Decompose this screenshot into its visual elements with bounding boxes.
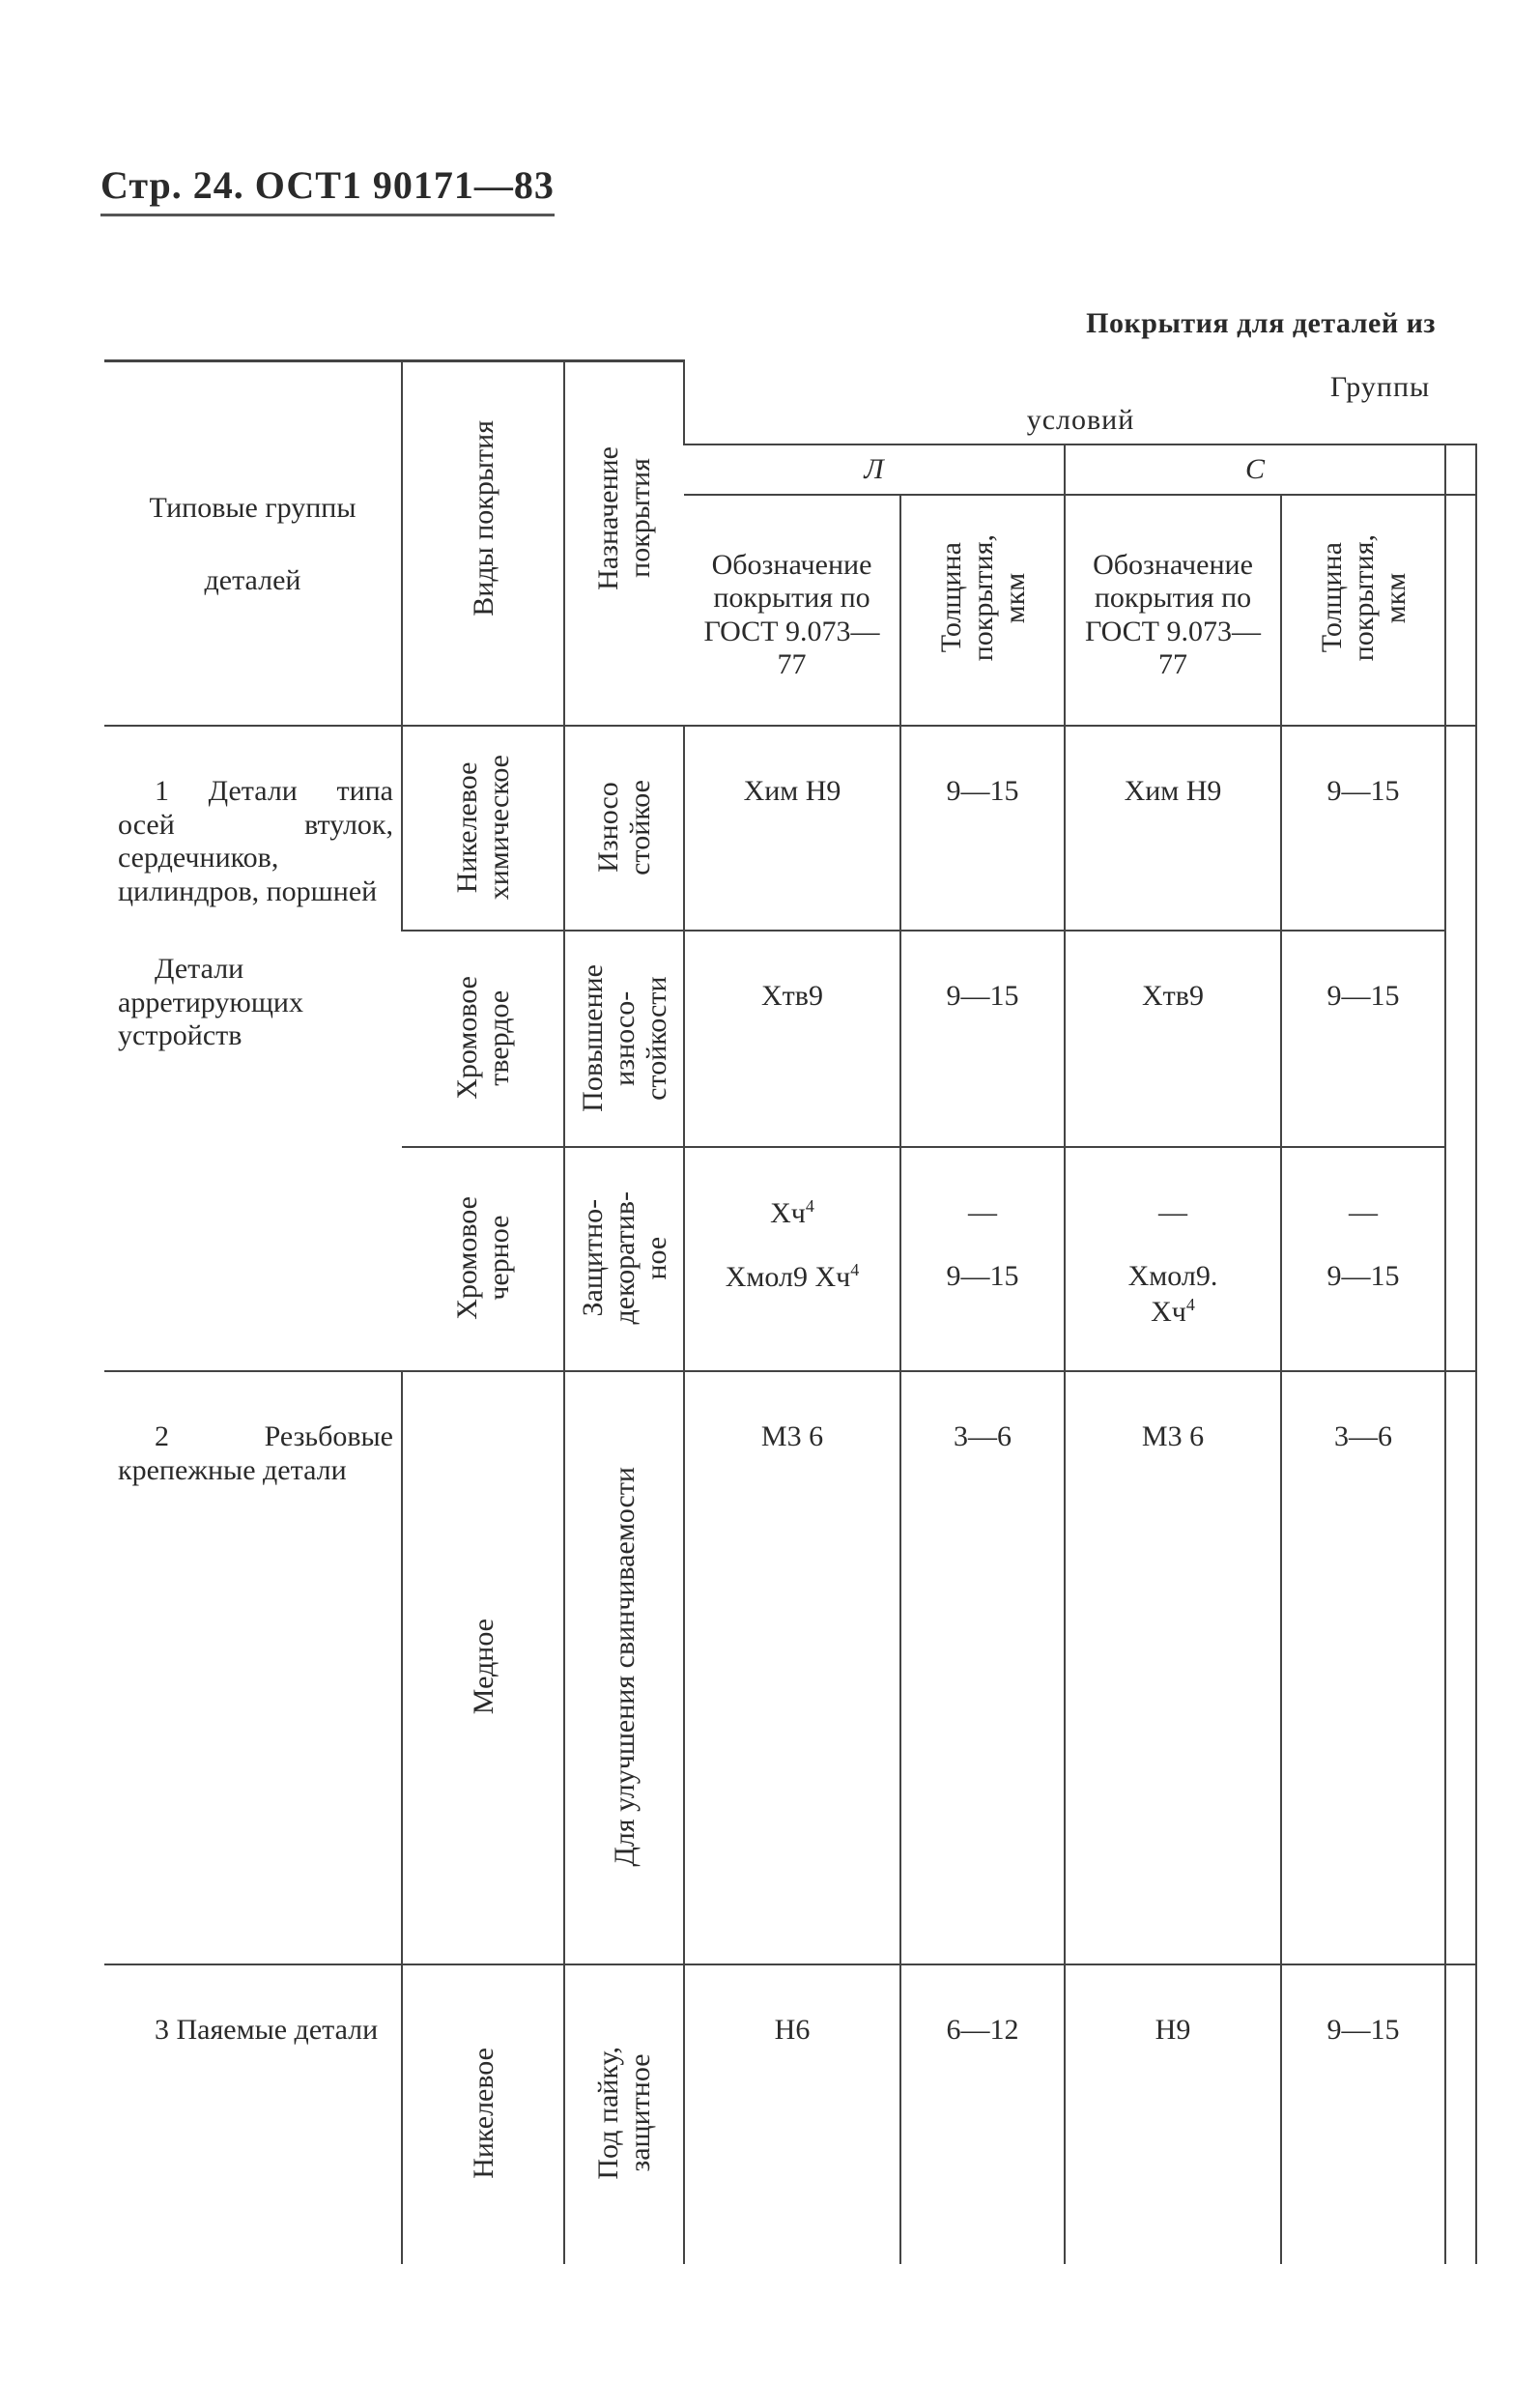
g1r1-s-designation	[1065, 726, 1281, 931]
g2r1-spacer	[1445, 1371, 1476, 1964]
header-parts-label: Типовые группы деталей	[149, 491, 356, 596]
header-designation-l-label: Обозначение покрытия по ГОСТ 9.073—77	[703, 548, 880, 680]
g1r2-kind	[402, 931, 564, 1147]
header-kind	[402, 361, 564, 727]
g1r3-purpose-label: Защитно- декоратив- ное	[576, 1191, 672, 1325]
g1r1-spacer	[1445, 726, 1476, 931]
header-designation-s-label: Обозначение покрытия по ГОСТ 9.073—77	[1085, 548, 1261, 680]
header-thickness-s	[1281, 495, 1445, 726]
g1r3-l-designation-line2	[685, 1260, 899, 1295]
g1r3-l-thickness	[900, 1147, 1065, 1371]
g3r1-purpose-label: Под пайку, защитное	[592, 2047, 656, 2180]
group-1-parts-a: 1 Детали типа осей втулок, сердечников, цилиндров, поршней	[118, 775, 393, 907]
g3r1-s-thickness-text: 9—15	[1326, 2014, 1400, 2046]
g1r1-l-thickness	[900, 726, 1065, 931]
g1r2-l-designation	[684, 931, 900, 1147]
g2r1-l-thickness-text: 3—6	[954, 1420, 1012, 1452]
g1r3-purpose	[564, 1147, 684, 1371]
header-condition-l	[684, 444, 1065, 496]
header-thickness-l	[900, 495, 1065, 726]
g3r1-l-thickness-text: 6—12	[946, 2014, 1019, 2046]
header-thickness-l-label: Толщина покрытия, мкм	[934, 534, 1031, 662]
table-row	[104, 726, 1476, 931]
g3r1-spacer	[1445, 1964, 1476, 2264]
g1r2-l-thickness-text: 9—15	[946, 980, 1019, 1012]
g3r1-s-thickness	[1281, 1964, 1445, 2264]
header-condition-groups-label: Группы условий	[1026, 370, 1431, 436]
g1r3-l-thickness-2: 9—15	[946, 1260, 1019, 1292]
g1r2-l-thickness	[900, 931, 1065, 1147]
g2r1-kind-label: Медное	[467, 1619, 499, 1715]
g1r3-s-designation-3-sup: 4	[1185, 1295, 1195, 1314]
g2r1-s-designation-text: М3 6	[1141, 1420, 1205, 1452]
g1r3-s-thickness-2: 9—15	[1326, 1260, 1400, 1292]
header-thickness-s-label: Толщина покрытия, мкм	[1315, 534, 1412, 662]
g1r3-kind	[402, 1147, 564, 1371]
g2r1-l-thickness	[900, 1371, 1065, 1964]
g1r1-kind	[402, 726, 564, 931]
g1r3-l-designation-line1	[685, 1196, 899, 1231]
group-3-parts-a: 3 Паяемые детали	[155, 2014, 379, 2046]
g1r2-l-designation-text: Хтв9	[761, 980, 823, 1012]
g3r1-s-designation	[1065, 1964, 1281, 2264]
g1r1-l-designation-text: Хим Н9	[743, 775, 841, 807]
g3r1-l-designation	[684, 1964, 900, 2264]
group-3-parts	[104, 1964, 402, 2264]
header-condition-spacer	[1445, 444, 1476, 496]
g3r1-l-thickness	[900, 1964, 1065, 2264]
g1r2-spacer	[1445, 931, 1476, 1147]
table-row	[104, 1371, 1476, 1964]
g2r1-l-designation	[684, 1371, 900, 1964]
g1r3-l-designation-2-sup: 4	[850, 1260, 860, 1279]
g3r1-kind-label: Никелевое	[467, 2048, 499, 2179]
group-1-parts	[104, 726, 402, 1371]
group-1-parts-b: Детали арретирующих устройств	[118, 953, 303, 1051]
header-kind-label: Виды покрытия	[467, 419, 499, 616]
header-subcol-spacer	[1445, 495, 1476, 726]
g1r3-s-thickness	[1281, 1147, 1445, 1371]
header-designation-l	[684, 495, 900, 726]
g1r3-s-designation	[1065, 1147, 1281, 1371]
g3r1-purpose	[564, 1964, 684, 2264]
header-designation-s	[1065, 495, 1281, 726]
g1r3-spacer	[1445, 1147, 1476, 1371]
table-row	[104, 1964, 1476, 2264]
coatings-table	[104, 359, 1477, 2264]
g1r1-l-designation	[684, 726, 900, 931]
group-2-parts	[104, 1371, 402, 1964]
g1r3-s-designation-line3	[1066, 1295, 1280, 1330]
g1r2-s-designation	[1065, 931, 1281, 1147]
table-caption: Покрытия для деталей из	[1086, 307, 1436, 339]
g2r1-l-designation-text: М3 6	[760, 1420, 824, 1452]
g1r2-kind-label: Хромовое твердое	[450, 976, 515, 1100]
group-2-parts-a: 2 Резьбовые крепежные детали	[118, 1420, 393, 1486]
g1r1-s-thickness	[1281, 726, 1445, 931]
g1r2-s-thickness-text: 9—15	[1326, 980, 1400, 1012]
g2r1-s-designation	[1065, 1371, 1281, 1964]
header-condition-s	[1065, 444, 1445, 496]
g1r1-kind-label: Никелевое химическое	[451, 754, 515, 901]
g1r1-s-thickness-text: 9—15	[1326, 775, 1400, 807]
g1r3-s-designation-1: —	[1158, 1196, 1187, 1228]
header-condition-s-label: С	[1244, 452, 1265, 485]
header-row-groups	[104, 361, 1476, 444]
g3r1-s-designation-text: Н9	[1155, 2014, 1191, 2046]
g1r1-purpose	[564, 726, 684, 931]
header-condition-l-label: Л	[864, 452, 884, 485]
g1r2-s-designation-text: Хтв9	[1142, 980, 1204, 1012]
g1r3-l-designation-1: Хч	[770, 1197, 806, 1229]
g1r3-l-designation-1-sup: 4	[805, 1196, 814, 1216]
page-header: Стр. 24. ОСТ1 90171—83	[100, 162, 555, 216]
g1r1-l-thickness-text: 9—15	[946, 775, 1019, 807]
g1r3-kind-label: Хромовое черное	[450, 1196, 515, 1320]
g2r1-kind	[402, 1371, 564, 1964]
g2r1-s-thickness	[1281, 1371, 1445, 1964]
g1r2-purpose	[564, 931, 684, 1147]
header-purpose	[564, 361, 684, 727]
g2r1-purpose	[564, 1371, 684, 1964]
g2r1-s-thickness-text: 3—6	[1334, 1420, 1392, 1452]
g1r3-l-designation-2: Хмол9 Хч	[725, 1261, 851, 1293]
g1r2-purpose-label: Повышение износо- стойкости	[576, 963, 672, 1112]
header-purpose-label: Назначение покрытия	[592, 445, 656, 590]
g1r3-l-designation	[684, 1147, 900, 1371]
g2r1-purpose-label: Для улучшения свинчиваемости	[608, 1467, 641, 1867]
header-condition-groups	[684, 361, 1476, 444]
coatings-table-wrap	[104, 359, 1476, 2264]
g3r1-kind	[402, 1964, 564, 2264]
g1r3-s-designation-3: Хч	[1151, 1296, 1186, 1328]
g1r3-l-thickness-1: —	[968, 1196, 997, 1228]
g3r1-l-designation-text: Н6	[774, 2014, 811, 2046]
header-parts	[104, 361, 402, 727]
g1r3-s-thickness-1: —	[1349, 1196, 1378, 1228]
g1r2-s-thickness	[1281, 931, 1445, 1147]
g1r3-s-designation-2: Хмол9.	[1127, 1260, 1218, 1292]
g1r1-purpose-label: Износо стойкое	[592, 779, 656, 875]
g1r1-s-designation-text: Хим Н9	[1124, 775, 1222, 807]
